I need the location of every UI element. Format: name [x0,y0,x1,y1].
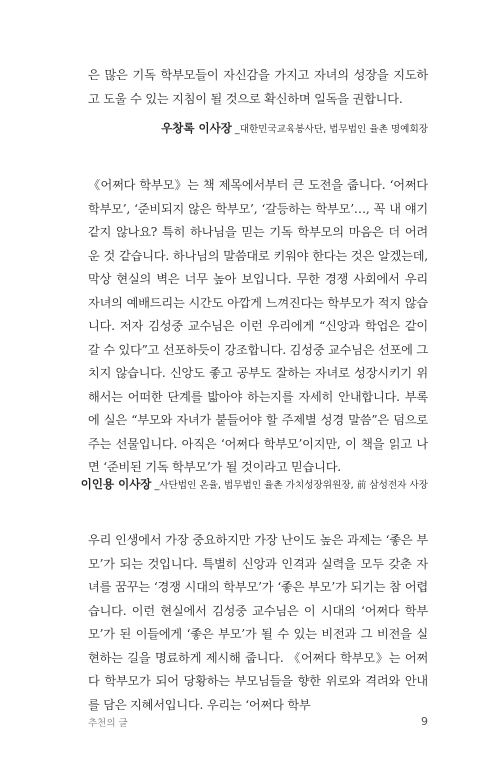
recommender-affiliation-2: _사단법인 온율, 법무법인 율촌 가치성장위원장, 前 삼성전자 사장 [151,480,428,491]
recommendation-paragraph-1: 은 많은 기독 학부모들이 자신감을 가지고 자녀의 성장을 지도하고 도울 수 있는 지침이 될 것으로 확신하며 일독을 권합니다. [88,68,428,106]
recommender-name-1: 우창록 이사장 [161,121,232,135]
recommender-attribution-2 [81,476,428,492]
recommendation-paragraph-2: 《어쩌다 학부모》는 책 제목에서부터 큰 도전을 줍니다. ‘어쩌다 학부모’, ‘준비되지 않은 학부모’, ‘갈등하는 학부모’…, 꼭 내 얘기 같지 않나요? 특히 하나님을 믿는 기독 학부모의 마음은 더 어려운 것 같습니다. 하나님의 말씀대로 키워야 한다는 것은 알겠는데, 막상 현실의 벽은 너무 높아 보입니다. 무한 경쟁 사회에서 우리 자녀의 예배드리는 시간도 아깝게 느껴진다는 학부모가 적지 않습니다. 저자 김성중 교수님은 이런 우리에게 “신앙과 학업은 같이 갈 수 있다”고 선포하듯이 강조합니다. 김성중 교수님은 선포에 그치지 않습니다. 신앙도 좋고 공부도 잘하는 자녀로 성장시키기 위해서는 어떠한 단계를 밟아야 하는지를 자세히 안내합니다. 부록에 실은 “부모와 자녀가 붙들어야 할 주제별 성경 말씀”은 덤으로 주는 선물입니다. 아직은 ‘어쩌다 학부모’이지만, 이 책을 읽고 나면 ‘준비된 기독 학부모’가 될 것이라고 믿습니다. [88,178,428,474]
page-number: 9 [421,715,428,728]
recommender-name-2: 이인용 이사장 [80,477,152,491]
running-footer-section: 추천의 글 [88,718,128,729]
recommender-affiliation-1: _대한민국교육봉사단, 법무법인 율촌 명예회장 [231,124,428,135]
recommender-attribution-1 [161,120,428,136]
recommendation-paragraph-3: 우리 인생에서 가장 중요하지만 가장 난이도 높은 과제는 ‘좋은 부모’가 되는 것입니다. 특별히 신앙과 인격과 실력을 모두 갖춘 자녀를 꿈꾸는 ‘경쟁 시대의 학부모’가 ‘좋은 부모’가 되기는 참 어렵습니다. 이런 현실에서 김성중 교수님은 이 시대의 ‘어쩌다 학부모’가 된 이들에게 ‘좋은 부모’가 될 수 있는 비전과 그 비전을 실현하는 길을 명료하게 제시해 줍니다. 《어쩌다 학부모》는 어쩌다 학부모가 되어 당황하는 부모님들을 향한 위로와 격려와 안내를 담은 지혜서입니다. 우리는 ‘어쩌다 학부 [88,533,428,712]
